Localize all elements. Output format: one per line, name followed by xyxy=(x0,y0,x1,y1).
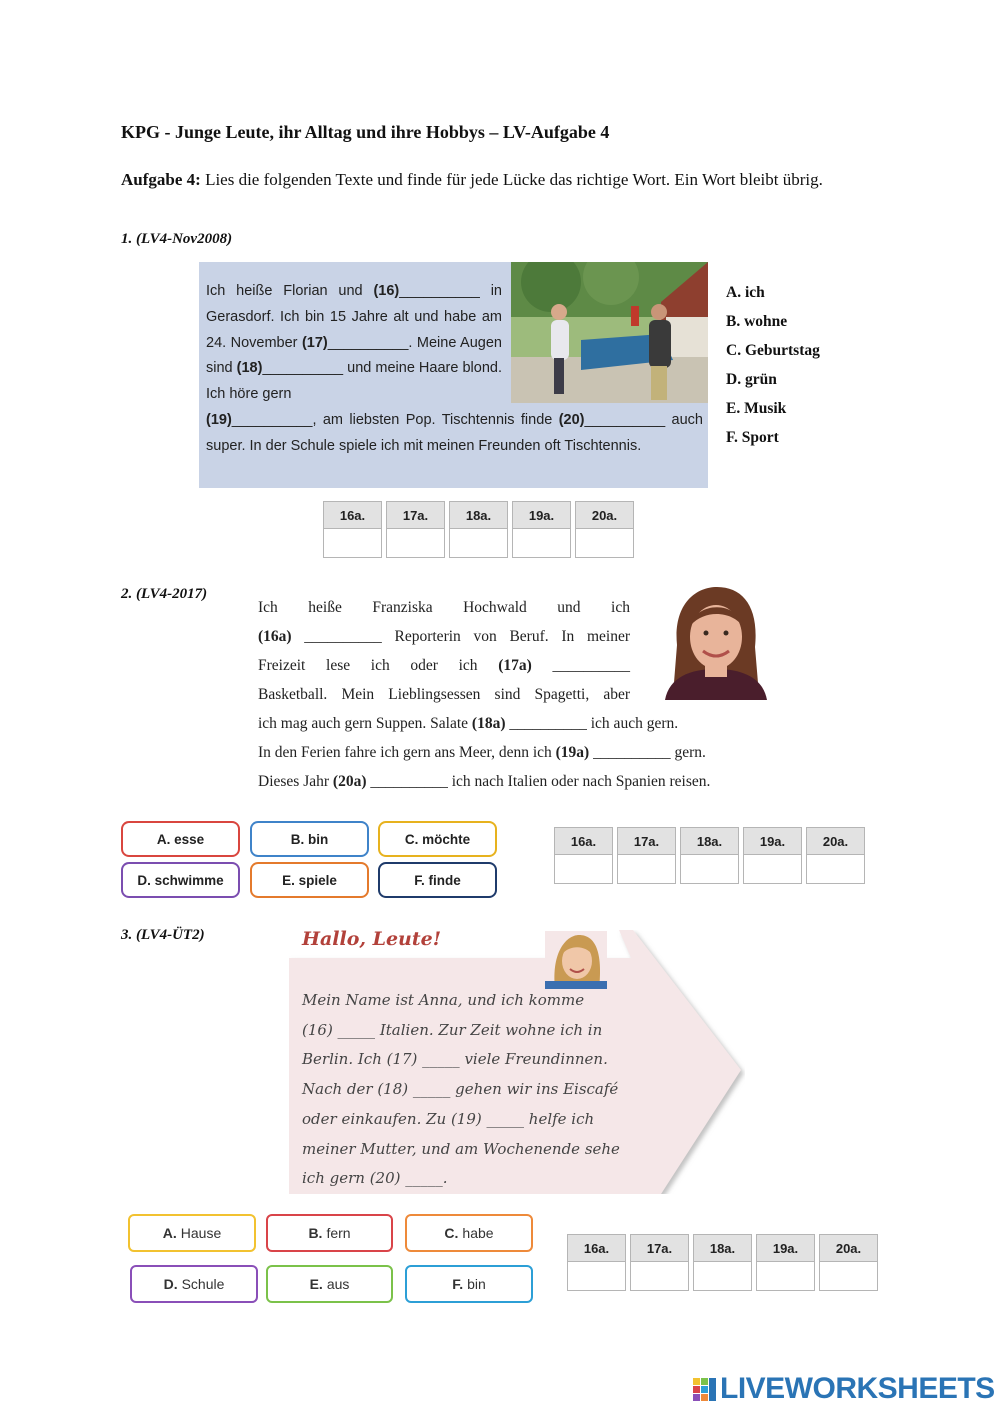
section1-answer-input[interactable] xyxy=(387,529,444,557)
section1-answer-table xyxy=(323,501,634,558)
section3-answer-header: 19a. xyxy=(757,1235,814,1262)
section2-label: 2. (LV4-2017) xyxy=(121,586,208,602)
section2-text: Ich heiße Franziska Hochwald und ich xyxy=(258,599,630,616)
section1-text: __________ und meine Haare blond. Ich höre gern xyxy=(206,360,502,403)
section3-answer-input[interactable] xyxy=(631,1262,688,1290)
section1-option: C. Geburtstag xyxy=(726,342,820,359)
section3-answer-cell xyxy=(819,1234,878,1291)
section1-option: B. wohne xyxy=(726,313,788,330)
section3-answer-input[interactable] xyxy=(820,1262,877,1290)
section2-answer-input[interactable] xyxy=(618,855,675,883)
section1-text-upper xyxy=(206,279,502,408)
anna-note-line: Berlin. Ich (17) _____ viele Freundinnen. xyxy=(302,1050,608,1069)
section3-answer-cell xyxy=(756,1234,815,1291)
anna-note-heading: Hallo, Leute! xyxy=(302,928,442,950)
section3-answer-cell xyxy=(567,1234,626,1291)
section2-answer-header: 16a. xyxy=(555,828,612,855)
section2-answer-cell xyxy=(806,827,865,884)
section3-option-letter: E. xyxy=(309,1276,323,1292)
anna-note-line: oder einkaufen. Zu (19) _____ helfe ich xyxy=(302,1109,595,1128)
table-tennis-photo xyxy=(511,262,708,403)
page-title: KPG - Junge Leute, ihr Alltag und ihre Hobbys – LV-Aufgabe 4 xyxy=(121,122,610,142)
section2-option-button[interactable]: F. finde xyxy=(378,862,497,898)
section2-gap-number: (16a) xyxy=(258,628,292,645)
section3-answer-header: 16a. xyxy=(568,1235,625,1262)
section2-answer-cell xyxy=(743,827,802,884)
section3-option-button[interactable] xyxy=(128,1214,256,1252)
section2-answer-input[interactable] xyxy=(744,855,801,883)
section2-text: Dieses Jahr xyxy=(258,773,333,790)
section2-text: In den Ferien fahre ich gern ans Meer, denn ich xyxy=(258,744,556,761)
anna-photo xyxy=(545,931,607,989)
section3-option-button[interactable] xyxy=(405,1214,533,1252)
section1-gap-number: (20) xyxy=(558,412,585,428)
section1-text: __________ auch super. In der Schule spiele ich mit meinen Freunden oft Tischtennis. xyxy=(206,412,703,454)
section3-answer-header: 20a. xyxy=(820,1235,877,1262)
section2-line xyxy=(258,593,630,622)
section3-option-button[interactable] xyxy=(266,1214,393,1252)
section2-text: Basketball. Mein Lieblingsessen sind Spagetti, aber xyxy=(258,686,630,703)
section2-option-button[interactable]: A. esse xyxy=(121,821,240,857)
section2-text: __________ ich auch gern. xyxy=(505,715,679,732)
section1-gap-number: (19) xyxy=(206,412,232,428)
section3-answer-input[interactable] xyxy=(568,1262,625,1290)
section3-answer-input[interactable] xyxy=(757,1262,814,1290)
section1-option: F. Sport xyxy=(726,429,779,446)
section1-gap-number: (18) xyxy=(236,360,263,377)
section1-label: 1. (LV4-Nov2008) xyxy=(121,231,233,247)
section1-answer-cell xyxy=(323,501,382,558)
section2-line xyxy=(258,738,778,767)
section3-option-word: fern xyxy=(326,1225,351,1241)
section1-gap-number: (16) xyxy=(373,283,400,299)
section3-option-word: aus xyxy=(326,1276,350,1292)
section3-answer-header: 17a. xyxy=(631,1235,688,1262)
section2-gap-number: (19a) xyxy=(555,744,590,761)
section1-answer-input[interactable] xyxy=(450,529,507,557)
section3-answer-table xyxy=(567,1234,878,1291)
section3-option-letter: D. xyxy=(163,1276,178,1292)
section3-option-letter: B. xyxy=(308,1225,323,1241)
section2-answer-cell xyxy=(617,827,676,884)
section3-answer-input[interactable] xyxy=(694,1262,751,1290)
section2-answer-input[interactable] xyxy=(681,855,738,883)
section2-option-button[interactable]: E. spiele xyxy=(250,862,369,898)
section1-text: __________ in Gerasdorf. Ich bin 15 Jahre alt und habe am 24. November xyxy=(206,283,502,351)
section1-answer-cell xyxy=(512,501,571,558)
section2-option-button[interactable]: B. bin xyxy=(250,821,369,857)
section2-option-button[interactable]: D. schwimme xyxy=(121,862,240,898)
instruction xyxy=(121,169,851,190)
section2-answer-table xyxy=(554,827,865,884)
section1-text: __________. Meine Augen sind xyxy=(206,334,502,377)
section2-text: Freizeit lese ich oder ich xyxy=(258,657,499,674)
section1-answer-header: 20a. xyxy=(576,502,633,529)
section1-answer-input[interactable] xyxy=(576,529,633,557)
section3-option-word: bin xyxy=(467,1276,486,1292)
section2-line xyxy=(258,767,778,796)
anna-note-line: Nach der (18) _____ gehen wir ins Eiscafé xyxy=(302,1080,619,1099)
section3-option-letter: A. xyxy=(162,1225,177,1241)
anna-note-line: ich gern (20) _____. xyxy=(302,1169,448,1188)
section2-answer-cell xyxy=(554,827,613,884)
section2-text: __________ gern. xyxy=(589,744,706,761)
section2-gap-number: (17a) xyxy=(498,657,532,674)
section2-answer-input[interactable] xyxy=(555,855,612,883)
section1-answer-input[interactable] xyxy=(513,529,570,557)
section1-answer-header: 19a. xyxy=(513,502,570,529)
section3-label: 3. (LV4-ÜT2) xyxy=(121,927,205,943)
instruction-text: Lies die folgenden Texte und finde für jede Lücke das richtige Wort. Ein Wort bleibt übrig. xyxy=(200,170,823,189)
liveworksheets-logo-text: LIVEWORKSHEETS xyxy=(720,1372,995,1405)
section1-text: __________, am liebsten Pop. Tischtennis finde xyxy=(231,412,559,428)
section2-answer-header: 18a. xyxy=(681,828,738,855)
section3-option-button[interactable] xyxy=(405,1265,533,1303)
section2-line xyxy=(258,622,630,651)
section1-gap-number: (17) xyxy=(301,334,328,351)
anna-note-text xyxy=(302,986,662,1194)
section2-answer-input[interactable] xyxy=(807,855,864,883)
section1-options xyxy=(726,278,820,452)
section2-answer-header: 17a. xyxy=(618,828,675,855)
section1-text-lower xyxy=(206,408,703,460)
section2-text: __________ ich nach Italien oder nach Spanien reisen. xyxy=(366,773,711,790)
anna-note-line: (16) _____ Italien. Zur Zeit wohne ich in xyxy=(302,1020,603,1039)
section3-option-button[interactable] xyxy=(130,1265,258,1303)
section3-option-button[interactable] xyxy=(266,1265,393,1303)
section2-line xyxy=(258,709,778,738)
section2-text: __________ Reporterin von Beruf. In meiner xyxy=(291,628,630,645)
section1-answer-header: 17a. xyxy=(387,502,444,529)
section3-answer-cell xyxy=(693,1234,752,1291)
section1-answer-header: 18a. xyxy=(450,502,507,529)
section2-option-button[interactable]: C. möchte xyxy=(378,821,497,857)
liveworksheets-logo-icon xyxy=(692,1376,718,1402)
section2-text: ich mag auch gern Suppen. Salate xyxy=(258,715,472,732)
section3-option-letter: C. xyxy=(444,1225,459,1241)
section1-text: Ich heiße Florian und xyxy=(206,283,374,299)
instruction-label: Aufgabe 4: xyxy=(121,170,201,189)
section1-option: A. ich xyxy=(726,284,765,301)
section3-option-word: habe xyxy=(462,1225,494,1241)
section1-answer-input[interactable] xyxy=(324,529,381,557)
section2-answer-cell xyxy=(680,827,739,884)
section1-answer-header: 16a. xyxy=(324,502,381,529)
section3-answer-header: 18a. xyxy=(694,1235,751,1262)
section3-option-word: Hause xyxy=(180,1225,222,1241)
anna-note-line: meiner Mutter, und am Wochenende sehe xyxy=(302,1139,620,1158)
section1-answer-cell xyxy=(449,501,508,558)
section1-option: E. Musik xyxy=(726,400,787,417)
section1-option: D. grün xyxy=(726,371,777,388)
section2-gap-number: (18a) xyxy=(471,715,506,732)
franziska-photo xyxy=(655,585,776,700)
section2-answer-header: 19a. xyxy=(744,828,801,855)
section2-answer-header: 20a. xyxy=(807,828,864,855)
liveworksheets-logo xyxy=(692,1372,995,1406)
section2-text: __________ xyxy=(531,657,631,674)
anna-note-line: Mein Name ist Anna, und ich komme xyxy=(302,991,585,1009)
section3-option-word: Schule xyxy=(181,1276,225,1292)
section1-answer-cell xyxy=(386,501,445,558)
section2-gap-number: (20a) xyxy=(332,773,367,790)
section3-option-letter: F. xyxy=(452,1276,464,1292)
section1-answer-cell xyxy=(575,501,634,558)
section2-line xyxy=(258,651,630,680)
section2-line xyxy=(258,680,630,709)
section3-answer-cell xyxy=(630,1234,689,1291)
